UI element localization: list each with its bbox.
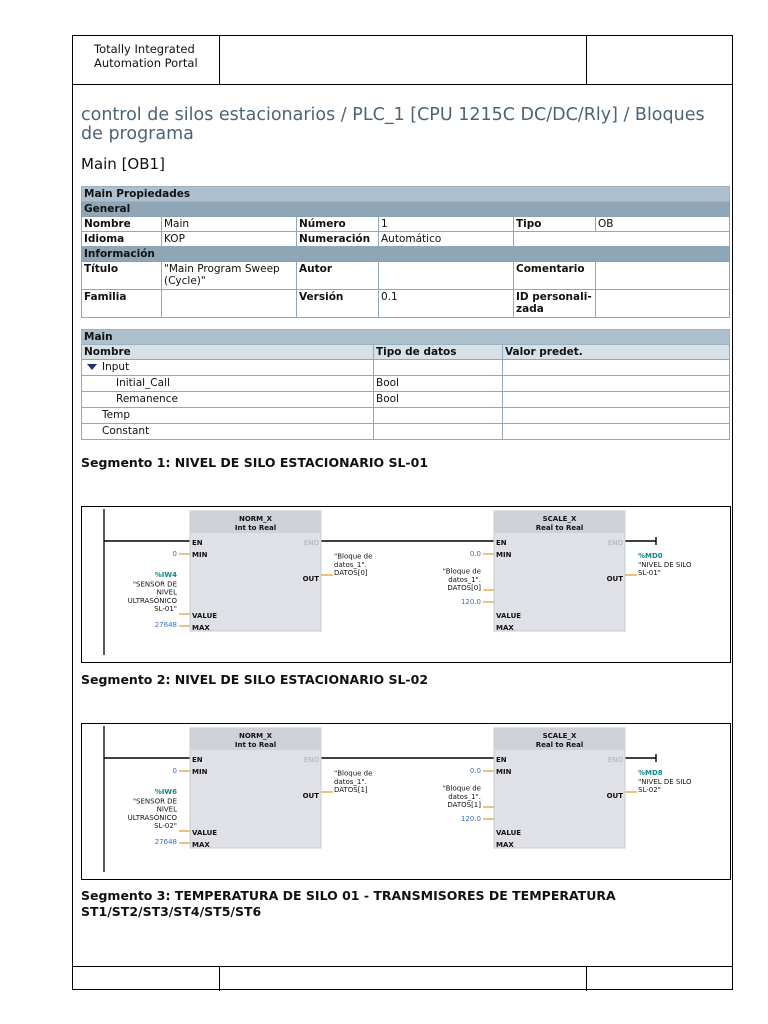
segment-3-title: Segmento 3: TEMPERATURA DE SILO 01 - TRANSMISORES DE TEMPERATURA ST1/ST2/ST3/ST4/ST5/ST6 (81, 888, 616, 919)
row-name: Temp (102, 409, 130, 421)
output-tag: SL-01" (638, 569, 661, 577)
brand-line-2: Automation Portal (94, 56, 198, 70)
properties-header: Main Propiedades (82, 187, 730, 202)
page-footer (73, 966, 732, 991)
interface-header: Main (82, 330, 730, 345)
value-pin-label: VALUE (496, 829, 522, 837)
prop-label: Numeración (297, 232, 379, 247)
row-default (503, 360, 730, 376)
input-tag: "Bloque de (442, 567, 481, 576)
input-tag: DATOS[1] (447, 801, 481, 809)
input-address: %IW6 (154, 788, 177, 796)
scale-x-block-type: Real to Real (535, 741, 584, 749)
value-pin-label: VALUE (192, 612, 218, 620)
prop-label: Tipo (514, 217, 596, 232)
value-pin-label: VALUE (192, 829, 218, 837)
row-name: Remanence (116, 393, 178, 405)
input-tag: ULTRASÓNICO (127, 813, 177, 822)
input-tag: ULTRASÓNICO (127, 596, 177, 605)
header-middle-cell (220, 36, 587, 84)
out-pin-label: OUT (606, 575, 623, 583)
output-tag: "Bloque de (334, 769, 373, 778)
info-header: Información (82, 247, 730, 262)
min-constant: 0.0 (469, 767, 481, 775)
out-pin-label: OUT (302, 575, 319, 583)
prop-label: Autor (297, 262, 379, 290)
row-type: Bool (374, 376, 503, 392)
eno-pin-label: ENO (303, 756, 319, 764)
max-pin-label: MAX (496, 624, 514, 632)
prop-label: Versión (297, 290, 379, 318)
input-tag: NIVEL (156, 588, 177, 597)
header-right-cell (587, 36, 732, 84)
output-address: %MD8 (638, 769, 663, 777)
interface-row (82, 376, 374, 392)
input-tag: DATOS[0] (447, 584, 481, 592)
interface-row (82, 424, 374, 440)
value-pin-label: VALUE (496, 612, 522, 620)
prop-label: Familia (82, 290, 162, 318)
prop-value (162, 290, 297, 318)
en-pin-label: EN (496, 756, 507, 764)
segment-2-ladder (81, 723, 731, 880)
output-tag: "NIVEL DE SILO (638, 777, 692, 786)
row-type (374, 424, 503, 440)
block-title: Main [OB1] (81, 155, 165, 173)
header-brand-cell (73, 36, 220, 84)
prop-label: Comentario (514, 262, 596, 290)
scale-x-block-name: SCALE_X (542, 515, 577, 523)
footer-cell-middle (220, 967, 587, 991)
ladder-diagram-2 (82, 724, 732, 881)
input-tag: "SENSOR DE (132, 797, 177, 806)
output-address: %MD0 (638, 552, 663, 560)
out-pin-label: OUT (302, 792, 319, 800)
row-default (503, 424, 730, 440)
prop-label: Título (82, 262, 162, 290)
footer-cell-right (587, 967, 732, 991)
scale-x-block-type: Real to Real (535, 524, 584, 532)
segment-2-title: Segmento 2: NIVEL DE SILO ESTACIONARIO SL-02 (81, 672, 429, 687)
output-tag: datos_1". (334, 560, 367, 569)
brand-line-1: Totally Integrated (94, 42, 195, 56)
out-pin-label: OUT (606, 792, 623, 800)
row-default (503, 408, 730, 424)
expand-triangle-icon[interactable] (87, 364, 97, 370)
ladder-diagram-1 (82, 507, 732, 664)
min-pin-label: MIN (192, 768, 208, 776)
prop-value: 0.1 (379, 290, 514, 318)
prop-value: "Main Program Sweep (Cycle)" (162, 262, 297, 290)
input-tag: datos_1". (448, 575, 481, 584)
interface-row (82, 408, 374, 424)
prop-label: Número (297, 217, 379, 232)
max-constant: 120.0 (460, 815, 481, 823)
norm-x-block-type: Int to Real (234, 741, 277, 749)
prop-label: Nombre (82, 217, 162, 232)
max-constant: 120.0 (460, 598, 481, 606)
output-tag: SL-02" (638, 786, 661, 794)
min-pin-label: MIN (496, 768, 512, 776)
row-default (503, 392, 730, 408)
row-type (374, 408, 503, 424)
segment-1-title: Segmento 1: NIVEL DE SILO ESTACIONARIO SL-01 (81, 455, 429, 470)
prop-value: Main (162, 217, 297, 232)
max-constant: 27648 (154, 838, 177, 846)
column-header-name: Nombre (82, 345, 374, 360)
prop-label: Idioma (82, 232, 162, 247)
interface-table (81, 329, 730, 440)
interface-row-input[interactable] (82, 360, 374, 376)
max-constant: 27648 (154, 621, 177, 629)
input-address: %IW4 (154, 571, 177, 579)
input-tag: datos_1". (448, 792, 481, 801)
eno-pin-label: ENO (303, 539, 319, 547)
prop-value: Automático (379, 232, 514, 247)
input-tag: SL-01" (154, 605, 177, 613)
max-pin-label: MAX (192, 624, 210, 632)
row-default (503, 376, 730, 392)
min-constant: 0.0 (469, 550, 481, 558)
column-header-type: Tipo de datos (374, 345, 503, 360)
prop-value (379, 262, 514, 290)
prop-value: OB (596, 217, 730, 232)
row-type (374, 360, 503, 376)
prop-value: 1 (379, 217, 514, 232)
scale-x-block-name: SCALE_X (542, 732, 577, 740)
input-tag: NIVEL (156, 805, 177, 814)
interface-row (82, 392, 374, 408)
input-tag: "SENSOR DE (132, 580, 177, 589)
row-name: Initial_Call (116, 377, 170, 389)
general-header: General (82, 202, 730, 217)
footer-cell-left (73, 967, 220, 991)
en-pin-label: EN (496, 539, 507, 547)
document-page (72, 35, 733, 990)
segment-1-ladder (81, 506, 731, 663)
prop-label: ID personali-zada (514, 290, 596, 318)
output-tag: DATOS[1] (334, 786, 368, 794)
output-tag: "NIVEL DE SILO (638, 560, 692, 569)
en-pin-label: EN (192, 539, 203, 547)
input-tag: "Bloque de (442, 784, 481, 793)
output-tag: DATOS[0] (334, 569, 368, 577)
norm-x-block-name: NORM_X (238, 732, 273, 740)
page-header (73, 36, 732, 85)
min-pin-label: MIN (496, 551, 512, 559)
max-pin-label: MAX (192, 841, 210, 849)
eno-pin-label: ENO (607, 539, 623, 547)
output-tag: datos_1". (334, 777, 367, 786)
norm-x-block-name: NORM_X (238, 515, 273, 523)
column-header-default: Valor predet. (503, 345, 730, 360)
output-tag: "Bloque de (334, 552, 373, 561)
eno-pin-label: ENO (607, 756, 623, 764)
row-type: Bool (374, 392, 503, 408)
en-pin-label: EN (192, 756, 203, 764)
prop-value: KOP (162, 232, 297, 247)
prop-value (596, 290, 730, 318)
brand-label (94, 42, 198, 70)
row-name: Input (102, 361, 130, 373)
min-constant: 0 (172, 550, 177, 558)
prop-empty (514, 232, 730, 247)
properties-table (81, 186, 730, 318)
document-title: control de silos estacionarios / PLC_1 [CPU 1215C DC/DC/Rly] / Bloques de programa (81, 105, 705, 144)
row-name: Constant (102, 425, 150, 437)
input-tag: SL-02" (154, 822, 177, 830)
norm-x-block-type: Int to Real (234, 524, 277, 532)
max-pin-label: MAX (496, 841, 514, 849)
prop-value (596, 262, 730, 290)
min-pin-label: MIN (192, 551, 208, 559)
min-constant: 0 (172, 767, 177, 775)
